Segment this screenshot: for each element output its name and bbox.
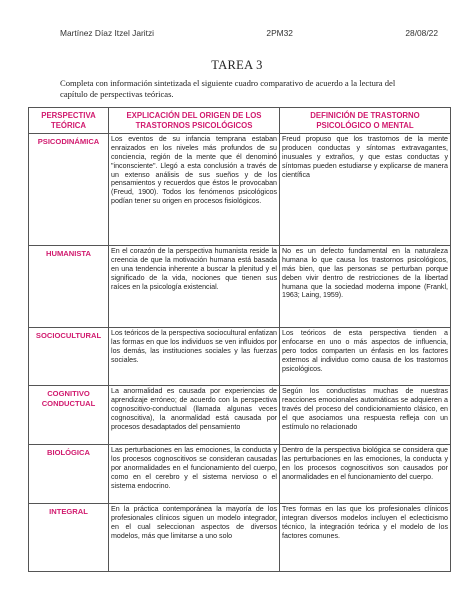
row-origin: La anormalidad es causada por experiencias de aprendizaje erróneo; de acuerdo con la perspectiva cognoscitivo-conductual (llamada algunas veces cognoscitiva), la anormalidad está causada por procesos desadaptados del pensamiento [109, 386, 280, 445]
table-row [29, 386, 451, 445]
header-perspective: PERSPECTIVA TEÓRICA [29, 108, 109, 134]
table-row [29, 504, 451, 572]
row-definition: Según los conductistas muchas de nuestras reacciones emocionales automáticas se adquieren a través del proceso del condicionamiento clásico, en el que asociamos una respuesta refleja con un estímulo no relacionado [280, 386, 451, 445]
row-perspective: BIOLÓGICA [29, 445, 109, 504]
row-definition: Dentro de la perspectiva biológica se considera que las perturbaciones en las emociones, la conducta y en los procesos cognoscitivos son causados por anormalidades en el funcionamiento del cuerpo. [280, 445, 451, 504]
page-header [60, 28, 438, 38]
page-title: TAREA 3 [211, 58, 263, 72]
row-definition: Freud propuso que los trastornos de la mente producen conductas y síntomas extravagantes, inusuales y extraños, y que estas conductas y síntomas pueden estudiarse y explicarse de manera científica [280, 134, 451, 246]
table-row [29, 246, 451, 328]
header-definition: DEFINICIÓN DE TRASTORNO PSICOLÓGICO O MENTAL [280, 108, 451, 134]
row-origin: En el corazón de la perspectiva humanista reside la creencia de que la motivación humana está basada en una tendencia inherente a buscar la plenitud y el significado de la vida, nociones que tienen sus raíces en la psicología existencial. [109, 246, 280, 328]
instructions: Completa con información sintetizada el siguiente cuadro comparativo de acuerdo a la lectura del capítulo de perspectivas teóricas. [60, 78, 396, 100]
header-origin: EXPLICACIÓN DEL ORIGEN DE LOS TRASTORNOS PSICOLÓGICOS [109, 108, 280, 134]
row-definition: No es un defecto fundamental en la naturaleza humana lo que causa los trastornos psicológicos, más bien, que las personas se perturban porque deben vivir dentro de restricciones de la libertad humana que la sociedad moderna impone (Frankl, 1963; Laing, 1959). [280, 246, 451, 328]
row-origin: Los eventos de su infancia temprana estaban enraizados en los niveles más profundos de su conciencia, región de la mente que él denominó "inconsciente". Llegó a esta conclusión a través de un extenso análisis de sus sueños y de los pensamientos y recuerdos que éstos le provocaban (Freud, 1900). Todos los fenómenos psicológicos podían tener su origen en procesos fisiológicos. [109, 134, 280, 246]
group-code: 2PM32 [266, 28, 293, 38]
row-definition: Los teóricos de esta perspectiva tienden a enfocarse en uno o más aspectos de influencia, pero todos comparten un énfasis en los factores externos al individuo como causa de los trastornos psicológicos. [280, 328, 451, 386]
author-name: Martínez Díaz Itzel Jaritzi [60, 28, 155, 38]
row-definition: Tres formas en las que los profesionales clínicos integran diversos modelos incluyen el eclecticismo técnico, la integración teórica y el modelo de los factores comunes. [280, 504, 451, 572]
row-origin: En la práctica contemporánea la mayoría de los profesionales clínicos siguen un modelo integrador, en el cual seleccionan aspectos de diversos modelos, más que limitarse a uno solo [109, 504, 280, 572]
comparison-table [28, 107, 451, 572]
row-perspective: PSICODINÁMICA [29, 134, 109, 246]
row-perspective: HUMANISTA [29, 246, 109, 328]
row-origin: Los teóricos de la perspectiva sociocultural enfatizan las formas en que los individuos se ven influidos por los demás, las instituciones sociales y las fuerzas sociales. [109, 328, 280, 386]
table-row [29, 328, 451, 386]
row-perspective: COGNITIVO CONDUCTUAL [29, 386, 109, 445]
row-perspective: INTEGRAL [29, 504, 109, 572]
table-row [29, 445, 451, 504]
row-perspective: SOCIOCULTURAL [29, 328, 109, 386]
row-origin: Las perturbaciones en las emociones, la conducta y los procesos cognoscitivos se consideran causadas por anormalidades en el funcionamiento del cuerpo, como en el cerebro y el sistema nervioso o el sistema endocrino. [109, 445, 280, 504]
date: 28/08/22 [405, 28, 438, 38]
table-row [29, 134, 451, 246]
table-header-row [29, 108, 451, 134]
